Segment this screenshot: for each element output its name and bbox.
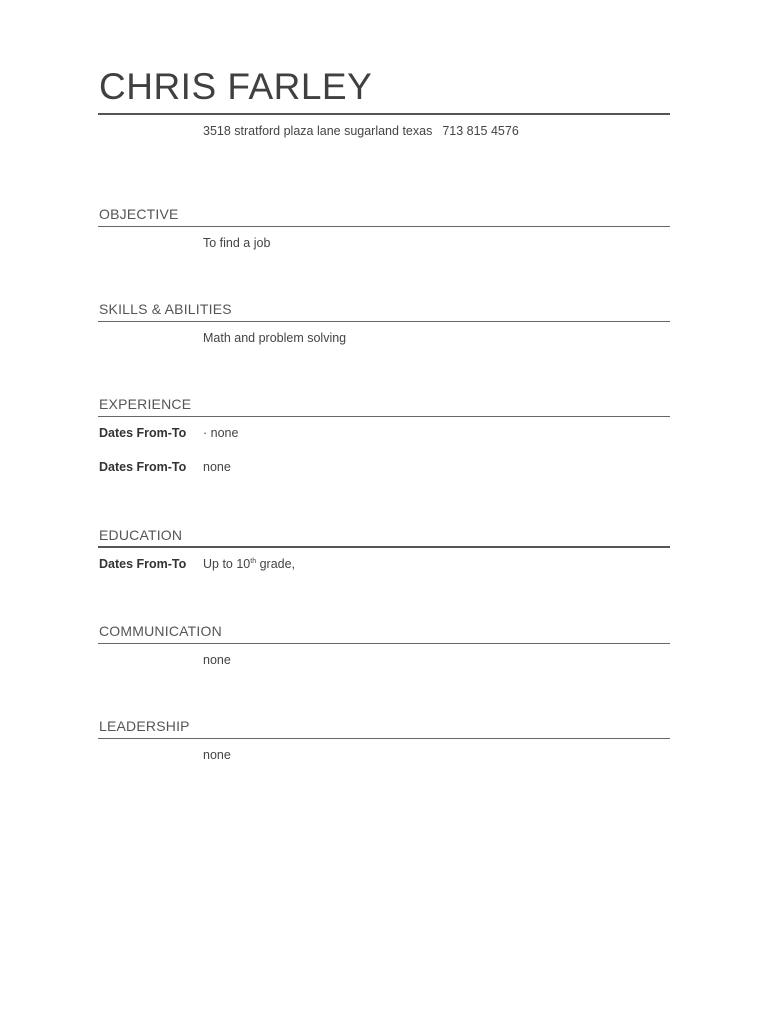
section-title-experience: EXPERIENCE [99, 396, 192, 412]
experience-dates-2: Dates From-To [99, 460, 187, 474]
section-title-communication: COMMUNICATION [99, 623, 222, 639]
experience-dates-1: Dates From-To [99, 426, 187, 440]
education-text-after: grade, [256, 557, 296, 571]
education-text-1 [203, 557, 295, 571]
contact-info [203, 124, 519, 138]
section-divider-skills [98, 321, 670, 322]
section-title-objective: OBJECTIVE [99, 206, 179, 222]
experience-text-1: · none [203, 426, 239, 440]
resume-name: CHRIS FARLEY [99, 66, 373, 107]
section-divider-leadership [98, 738, 670, 739]
skills-text: Math and problem solving [203, 331, 347, 345]
education-text-before: Up to 10 [203, 557, 251, 571]
contact-phone: 713 815 4576 [442, 124, 519, 138]
section-divider-experience [98, 416, 670, 417]
name-divider [98, 113, 670, 115]
section-title-leadership: LEADERSHIP [99, 718, 190, 734]
section-divider-objective [98, 226, 670, 227]
section-title-skills: SKILLS & ABILITIES [99, 301, 232, 317]
section-divider-communication [98, 643, 670, 644]
education-text-superscript: th [250, 557, 257, 565]
experience-text-2: none [203, 460, 231, 474]
leadership-text: none [203, 748, 231, 762]
section-title-education: EDUCATION [99, 527, 183, 543]
objective-text: To find a job [203, 236, 271, 250]
section-divider-education [98, 546, 670, 548]
contact-address: 3518 stratford plaza lane sugarland texas [203, 124, 433, 138]
education-dates-1: Dates From-To [99, 557, 187, 571]
communication-text: none [203, 653, 231, 667]
